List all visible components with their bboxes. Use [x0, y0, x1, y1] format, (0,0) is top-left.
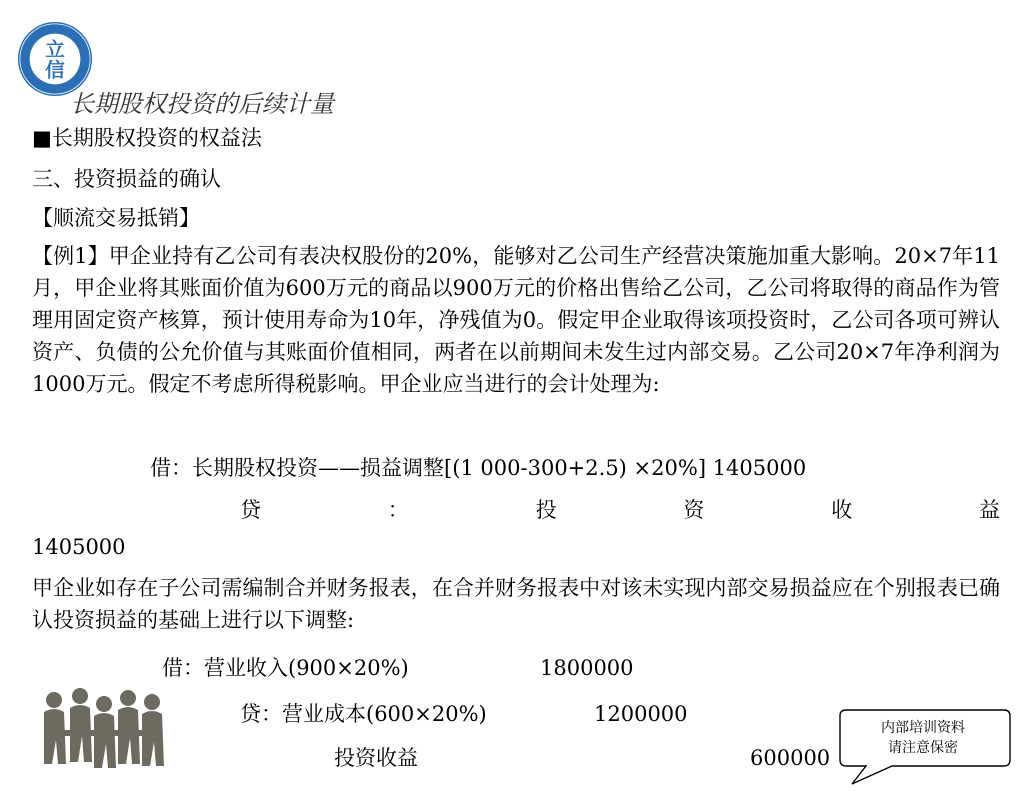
- confidential-note: [848, 718, 998, 758]
- entry1-credit-amount: 1405000: [32, 535, 126, 559]
- slide-subtitle: 长期股权投资的后续计量: [70, 90, 334, 118]
- confidential-line1: 内部培训资料: [881, 720, 965, 736]
- meeting-people-icon: [40, 684, 180, 772]
- credit-char: 益: [978, 498, 1000, 522]
- entry2-credit-amount: 1200000: [594, 702, 688, 726]
- section-title: 三、投资损益的确认: [32, 167, 221, 191]
- credit-char: 贷: [240, 498, 261, 522]
- svg-text:信: 信: [45, 58, 65, 82]
- entry2-debit-label: 借：营业收入(900×20%): [162, 656, 409, 680]
- entry2-credit2-label: 投资收益: [334, 746, 418, 770]
- subsection-title: 【顺流交易抵销】: [32, 206, 200, 230]
- heading: ■长期股权投资的权益法: [32, 126, 262, 150]
- svg-text:立: 立: [45, 38, 65, 62]
- credit-char: 收: [831, 498, 853, 522]
- entry1-debit: 借：长期股权投资——损益调整[(1 000-300+2.5) ×20%] 1405000: [150, 456, 807, 480]
- confidential-line2: 请注意保密: [888, 740, 958, 756]
- credit-char: ：: [387, 498, 409, 522]
- example-text: 【例1】甲企业持有乙公司有表决权股份的20%，能够对乙公司生产经营决策施加重大影响。20×7年11月，甲企业将其账面价值为600万元的商品以900万元的价格出售给乙公司，乙公司将取得的商品作为管理用固定资产核算，预计使用寿命为10年，净残值为0。假定甲企业取得该项投资时，乙公司各项可辨认资产、负债的公允价值与其账面价值相同，两者在以前期间未发生过内部交易。乙公司20×7年净利润为1000万元。假定不考虑所得税影响。甲企业应当进行的会计处理为:: [32, 244, 1000, 396]
- entry2-credit2-amount: 600000: [750, 746, 831, 770]
- entry1-credit: [240, 494, 1000, 524]
- entry2-credit-label: 贷：营业成本(600×20%): [240, 702, 487, 726]
- consolidation-note: 甲企业如存在子公司需编制合并财务报表，在合并财务报表中对该未实现内部交易损益应在个别报表已确认投资损益的基础上进行以下调整:: [32, 576, 1000, 632]
- credit-char: 资: [683, 498, 705, 522]
- entry2-debit-amount: 1800000: [540, 656, 634, 680]
- credit-char: 投: [535, 498, 557, 522]
